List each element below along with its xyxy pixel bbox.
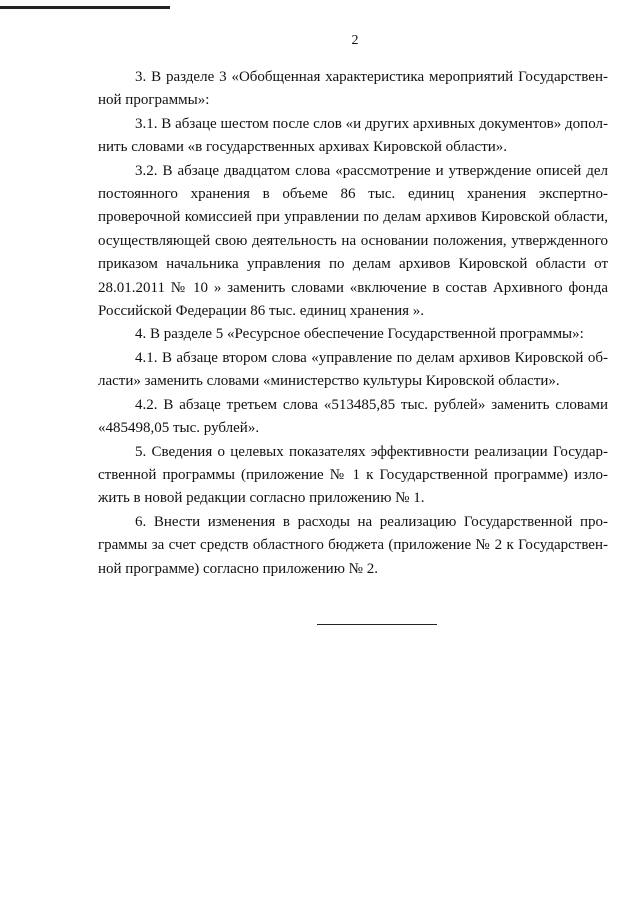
paragraph-4-2: 4.2. В абзаце третьем слова «513485,85 тыс. рублей» заменить словами «485498,05 тыс. рублей». [98, 396, 608, 437]
document-body [98, 66, 608, 581]
paragraph-section-4: 4. В разделе 5 «Ресурсное обеспечение Государственной программы»: [135, 326, 584, 343]
paragraph-section-3: 3. В разделе 3 «Обобщенная характеристика мероприятий Государственной программы»: [98, 69, 608, 109]
top-rule [0, 6, 170, 9]
paragraph-4-1: 4.1. В абзаце втором слова «управление по делам архивов Кировской области» заменить словами «министерство культуры Кировской области». [98, 349, 608, 390]
paragraph-3-1: 3.1. В абзаце шестом после слов «и других архивных документов» дополнить словами «в государственных архивах Кировской области». [98, 115, 608, 156]
end-divider [317, 624, 437, 625]
paragraph-6: 6. Внести изменения в расходы на реализацию Государственной программы за счет средств областного бюджета (приложение № 2 к Государственной программе) согласно приложению № 2. [98, 513, 608, 577]
paragraph-5: 5. Сведения о целевых показателях эффективности реализации Государственной программы (приложение № 1 к Государственной программе) изложить в новой редакции согласно приложению № 1. [98, 443, 608, 507]
paragraph-3-2: 3.2. В абзаце двадцатом слова «рассмотрение и утверждение описей дел постоянного хранения в объеме 86 тыс. единиц хранения экспертно-проверочной комиссией при управлении по делам архивов Кировской области, осуществляющей свою деятельность на основании положения, утвержденного приказом начальника управления по делам архивов Кировской области от 28.01.2011 № 10 » заменить словами «включение в состав Архивного фонда Российской Федерации 86 тыс. единиц хранения ». [98, 162, 608, 320]
page-number: 2 [351, 33, 359, 48]
